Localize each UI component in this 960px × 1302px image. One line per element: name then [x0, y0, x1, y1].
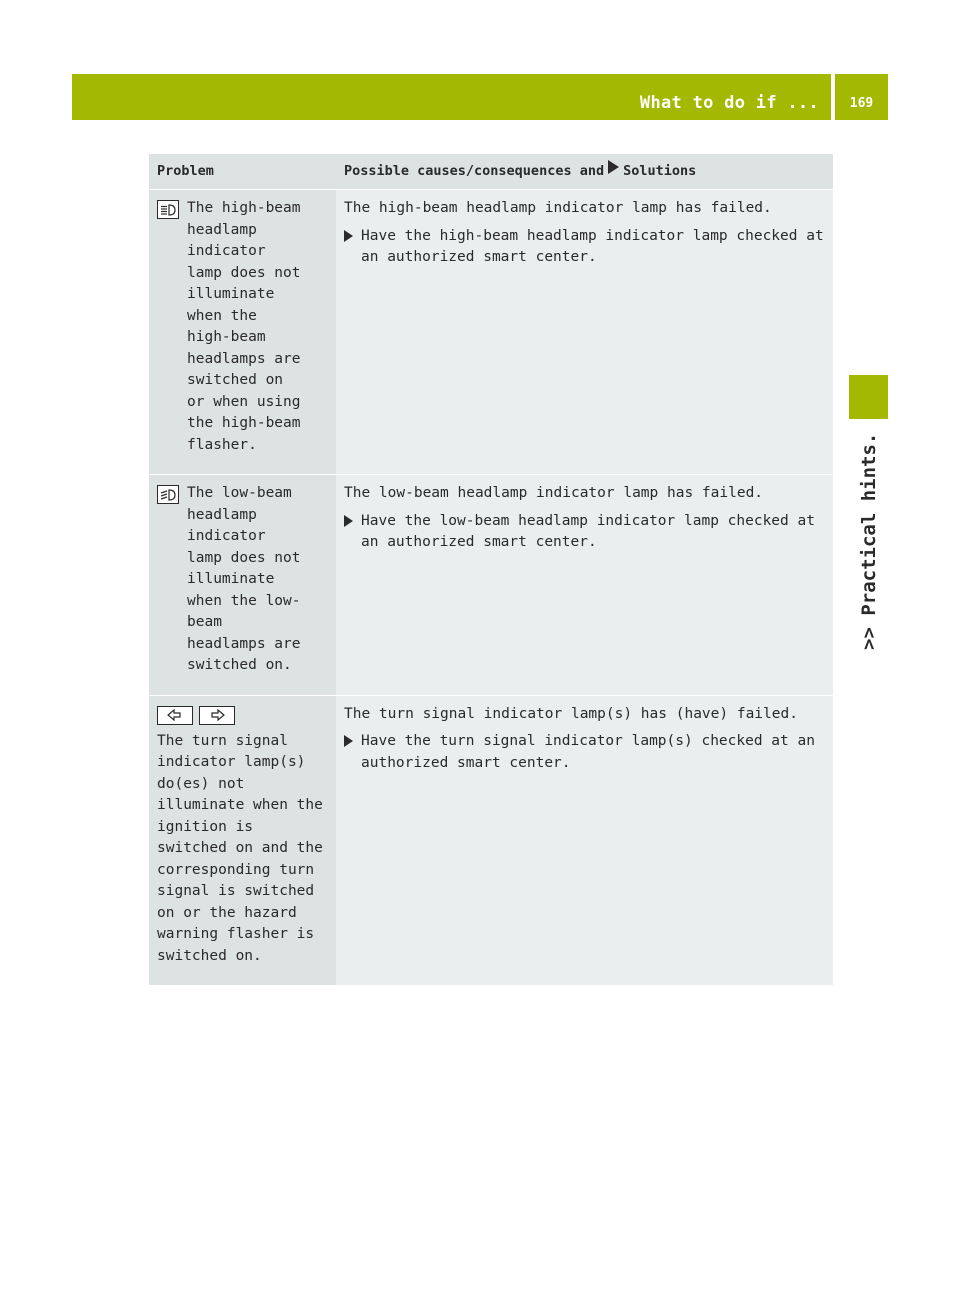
- table-row: [149, 695, 833, 986]
- header-bar: [72, 74, 831, 120]
- section-title: What to do if ...: [639, 93, 819, 113]
- bullet-arrow-icon: [344, 731, 361, 774]
- problem-cell: [149, 190, 336, 475]
- column-header-solution: [336, 154, 833, 190]
- cause-text: The turn signal indicator lamp(s) has (have) failed.: [344, 705, 798, 722]
- column-header-problem: Problem: [149, 154, 336, 190]
- solution-item: [344, 731, 825, 774]
- problem-text: The turn signal indicator lamp(s) do(es) not illuminate when the ignition is switched on and the corresponding turn signal is switched on or the hazard warning flasher is switched on.: [157, 732, 323, 964]
- solution-item: [344, 511, 825, 554]
- bullet-arrow-icon: [344, 511, 361, 554]
- side-tab: [843, 430, 893, 650]
- bullet-arrow-icon: [344, 226, 361, 269]
- cause-text: The low-beam headlamp indicator lamp has failed.: [344, 485, 764, 501]
- turn-signal-left-icon: [157, 706, 193, 725]
- solution-text: Have the turn signal indicator lamp(s) checked at an authorized smart center.: [361, 733, 815, 771]
- problem-cell: [149, 695, 336, 986]
- problem-cell: [149, 475, 336, 696]
- problem-table: [149, 154, 833, 986]
- solution-text: Have the high-beam headlamp indicator lamp checked at an authorized smart center.: [361, 227, 824, 265]
- solution-cell: [336, 190, 833, 475]
- cause-text: The high-beam headlamp indicator lamp has failed.: [344, 200, 772, 216]
- problem-text: The high-beam headlamp indicator lamp does not illuminate when the high-beam headlamps are switched on or when using the high-beam flasher.: [187, 200, 301, 453]
- table-row: [149, 475, 833, 696]
- table-header-row: [149, 154, 833, 190]
- side-tab-label: >> Practical hints.: [858, 432, 880, 650]
- problem-text: The low-beam headlamp indicator lamp does not illuminate when the low-beam headlamps are switched on.: [187, 485, 301, 673]
- low-beam-icon: [157, 485, 179, 504]
- page-number: 169: [849, 96, 874, 111]
- column-header-solution-text: Possible causes/consequences and: [344, 163, 605, 180]
- solution-arrow-icon: [608, 160, 619, 182]
- solution-item: [344, 226, 825, 269]
- high-beam-icon: [157, 200, 179, 219]
- column-header-solutions-text: Solutions: [623, 163, 697, 180]
- table-row: [149, 190, 833, 475]
- turn-signal-icons: [157, 704, 328, 725]
- solution-cell: [336, 695, 833, 986]
- turn-signal-right-icon: [199, 706, 235, 725]
- page-number-box: [835, 74, 888, 120]
- solution-text: Have the low-beam headlamp indicator lamp checked at an authorized smart center.: [361, 512, 815, 550]
- solution-cell: [336, 475, 833, 696]
- side-tab-marker: [849, 375, 888, 419]
